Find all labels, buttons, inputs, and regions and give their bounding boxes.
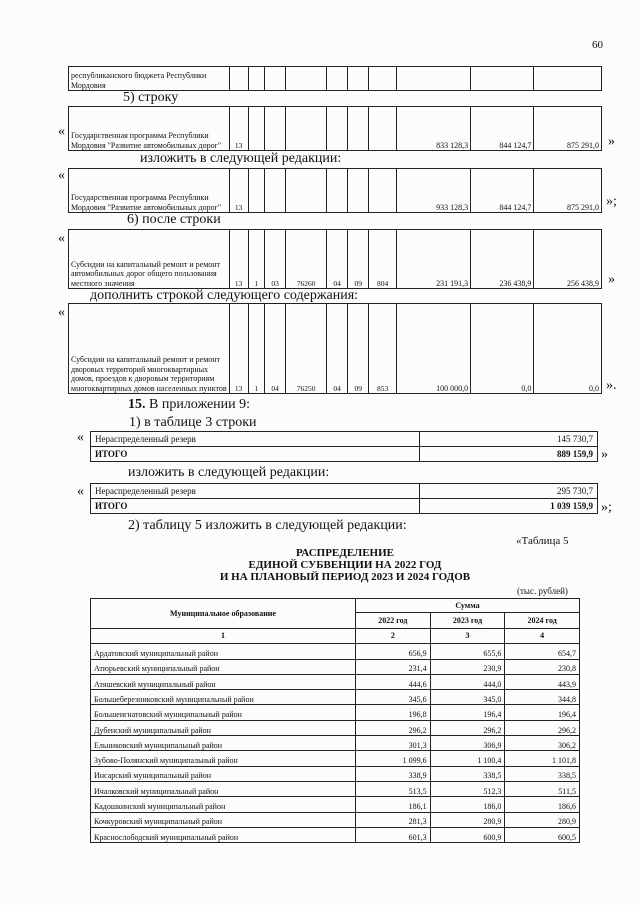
municipality-name: Ичалковский муниципальный район bbox=[91, 781, 356, 796]
municipality-name: Ельниковский муниципальный район bbox=[91, 736, 356, 751]
amount-2022: 100 000,0 bbox=[396, 304, 470, 394]
amount-2023: 444,0 bbox=[430, 674, 505, 689]
amount-2022: 656,9 bbox=[356, 644, 431, 659]
subsection-code: 04 bbox=[265, 304, 286, 394]
table-5-label: «Таблица 5 bbox=[516, 535, 569, 547]
amount-2023: 196,4 bbox=[430, 705, 505, 720]
subsidy-name: Субсидии на капитальный ремонт и ремонт автомобильных дорог общего пользования местного значения bbox=[69, 230, 230, 289]
program-row-new bbox=[68, 168, 602, 213]
amount-2023: 236 438,9 bbox=[471, 230, 534, 289]
amount-2024: 256 438,9 bbox=[534, 230, 602, 289]
total-label: ИТОГО bbox=[91, 447, 420, 462]
quote-close: »; bbox=[606, 194, 617, 209]
quote-open: « bbox=[58, 231, 65, 246]
item-6-heading: 6) после строки bbox=[127, 212, 221, 227]
amount-2024: 280,9 bbox=[505, 812, 580, 827]
amount-2023: 338,5 bbox=[430, 766, 505, 781]
column-header-sum: Сумма bbox=[356, 599, 580, 613]
quote-close: » bbox=[608, 272, 615, 287]
section-code: 1 bbox=[248, 230, 265, 289]
amount-2022: 444,6 bbox=[356, 674, 431, 689]
quote-open: « bbox=[77, 430, 84, 445]
column-header-mo: Муниципальное образование bbox=[91, 599, 356, 629]
units-label: (тыс. рублей) bbox=[517, 586, 568, 596]
budget-table-fragment-top bbox=[68, 66, 602, 91]
amount-2024: 338,5 bbox=[505, 766, 580, 781]
amount-2024: 306,2 bbox=[505, 736, 580, 751]
column-header-year: 2023 год bbox=[430, 613, 505, 629]
subsidy-row-old bbox=[68, 229, 602, 289]
table-row bbox=[91, 736, 580, 751]
amount-2024: 443,9 bbox=[505, 674, 580, 689]
table-row bbox=[91, 690, 580, 705]
sub-code: 09 bbox=[348, 230, 369, 289]
amount-2024: 654,7 bbox=[505, 644, 580, 659]
item-15-1: 1) в таблице 3 строки bbox=[129, 415, 257, 430]
quote-open: « bbox=[58, 168, 65, 183]
amount-2024: 344,8 bbox=[505, 690, 580, 705]
column-number: 2 bbox=[356, 629, 431, 644]
table-row bbox=[91, 674, 580, 689]
title-line: И НА ПЛАНОВЫЙ ПЕРИОД 2023 И 2024 ГОДОВ bbox=[219, 571, 471, 583]
municipality-name: Краснослободский муниципальный район bbox=[91, 827, 356, 842]
subsidy-name: Субсидии на капитальный ремонт и ремонт дворовых территорий многоквартирных домов, проездов к дворовым территориям многоквартирных домов населенных пунктов bbox=[69, 304, 230, 394]
amount-2024: 511,5 bbox=[505, 781, 580, 796]
amount-2024: 600,5 bbox=[505, 827, 580, 842]
total-label: ИТОГО bbox=[91, 499, 420, 514]
sub-code: 04 bbox=[327, 304, 348, 394]
table-row bbox=[91, 812, 580, 827]
program-row-old bbox=[68, 106, 602, 151]
amount-2023: 186,0 bbox=[430, 797, 505, 812]
table-row bbox=[91, 659, 580, 674]
title-line: РАСПРЕДЕЛЕНИЕ bbox=[295, 547, 394, 559]
amount-2022: 601,3 bbox=[356, 827, 431, 842]
amount-2022: 513,5 bbox=[356, 781, 431, 796]
quote-open: « bbox=[58, 305, 65, 320]
table-row bbox=[91, 766, 580, 781]
table-row bbox=[91, 720, 580, 735]
amount-2022: 196,8 bbox=[356, 705, 431, 720]
amount-2023: 844 124,7 bbox=[471, 107, 534, 151]
page-number: 60 bbox=[592, 39, 603, 51]
item-5-heading: 5) строку bbox=[123, 90, 179, 105]
amount-2024: 875 291,0 bbox=[534, 169, 602, 213]
add-heading: дополнить строкой следующего содержания: bbox=[90, 288, 359, 303]
amount-2023: 600,9 bbox=[430, 827, 505, 842]
amount-2024: 0,0 bbox=[534, 304, 602, 394]
title-line: ЕДИНОЙ СУБВЕНЦИИ НА 2022 ГОД bbox=[248, 559, 442, 571]
column-number: 1 bbox=[91, 629, 356, 644]
reserve-value: 295 730,7 bbox=[420, 484, 598, 499]
amount-2022: 281,3 bbox=[356, 812, 431, 827]
item-15-2: 2) таблицу 5 изложить в следующей редакции: bbox=[128, 518, 407, 533]
amount-2024: 196,4 bbox=[505, 705, 580, 720]
sub-code: 09 bbox=[348, 304, 369, 394]
amount-2023: 0,0 bbox=[471, 304, 534, 394]
amount-2022: 833 128,3 bbox=[396, 107, 470, 151]
table-row bbox=[91, 705, 580, 720]
item-15-heading bbox=[128, 397, 250, 413]
quote-close: ». bbox=[606, 378, 617, 393]
amount-2022: 186,1 bbox=[356, 797, 431, 812]
ministry-code: 13 bbox=[229, 169, 248, 213]
table-row bbox=[91, 781, 580, 796]
amount-2023: 655,6 bbox=[430, 644, 505, 659]
amount-2024: 1 101,8 bbox=[505, 751, 580, 766]
quote-open: « bbox=[58, 124, 65, 139]
amount-2024: 875 291,0 bbox=[534, 107, 602, 151]
amount-2023: 296,2 bbox=[430, 720, 505, 735]
expense-type-code: 804 bbox=[369, 230, 397, 289]
reserve-value: 145 730,7 bbox=[420, 432, 598, 447]
reserve-label: Нераспределенный резерв bbox=[91, 484, 420, 499]
amount-2023: 844 124,7 bbox=[471, 169, 534, 213]
quote-close: » bbox=[608, 134, 615, 149]
municipality-name: Зубово-Полянский муниципальный район bbox=[91, 751, 356, 766]
amount-2024: 230,8 bbox=[505, 659, 580, 674]
table-row bbox=[91, 644, 580, 659]
table-row bbox=[91, 797, 580, 812]
table-row bbox=[91, 751, 580, 766]
replace-heading-2: изложить в следующей редакции: bbox=[128, 465, 330, 480]
amount-2022: 1 099,6 bbox=[356, 751, 431, 766]
total-value: 1 039 159,9 bbox=[420, 499, 598, 514]
amount-2023: 306,9 bbox=[430, 736, 505, 751]
amount-2023: 1 100,4 bbox=[430, 751, 505, 766]
reserve-table-new bbox=[90, 483, 598, 514]
amount-2022: 231,4 bbox=[356, 659, 431, 674]
subsidy-row-new bbox=[68, 303, 602, 394]
amount-2024: 186,6 bbox=[505, 797, 580, 812]
municipality-name: Инсарский муниципальный район bbox=[91, 766, 356, 781]
item-15-number: 15. bbox=[128, 397, 146, 412]
municipality-name: Большеигнатовский муниципальный район bbox=[91, 705, 356, 720]
amount-2022: 345,6 bbox=[356, 690, 431, 705]
amount-2023: 230,9 bbox=[430, 659, 505, 674]
sub-code: 04 bbox=[327, 230, 348, 289]
amount-2022: 301,3 bbox=[356, 736, 431, 751]
ministry-code: 13 bbox=[229, 230, 248, 289]
amount-2023: 345,0 bbox=[430, 690, 505, 705]
amount-2023: 512,3 bbox=[430, 781, 505, 796]
quote-close: »; bbox=[601, 500, 612, 515]
target-code: 76250 bbox=[286, 304, 327, 394]
replace-heading: изложить в следующей редакции: bbox=[140, 151, 342, 166]
municipality-name: Атяшевский муниципальный район bbox=[91, 674, 356, 689]
amount-2022: 338,9 bbox=[356, 766, 431, 781]
section-code: 1 bbox=[248, 304, 265, 394]
municipality-name: Атюрьевский муниципальный район bbox=[91, 659, 356, 674]
item-15-text: В приложении 9: bbox=[149, 397, 251, 412]
amount-2022: 231 191,3 bbox=[396, 230, 470, 289]
column-header-year: 2022 год bbox=[356, 613, 431, 629]
municipality-name: Ардатовский муниципальный район bbox=[91, 644, 356, 659]
subsection-code: 03 bbox=[265, 230, 286, 289]
program-name: Государственная программа Республики Мордовия "Развитие автомобильных дорог" bbox=[69, 169, 230, 213]
ministry-code: 13 bbox=[229, 304, 248, 394]
row-name: республиканского бюджета Республики Мордовия bbox=[69, 67, 230, 91]
column-header-year: 2024 год bbox=[505, 613, 580, 629]
ministry-code: 13 bbox=[229, 107, 248, 151]
column-number: 3 bbox=[430, 629, 505, 644]
municipality-name: Большеберезниковский муниципальный район bbox=[91, 690, 356, 705]
amount-2022: 296,2 bbox=[356, 720, 431, 735]
quote-close: » bbox=[601, 447, 608, 462]
total-value: 889 159,9 bbox=[420, 447, 598, 462]
reserve-label: Нераспределенный резерв bbox=[91, 432, 420, 447]
reserve-table-old bbox=[90, 431, 598, 462]
quote-open: « bbox=[77, 484, 84, 499]
amount-2023: 280,9 bbox=[430, 812, 505, 827]
target-code: 76260 bbox=[286, 230, 327, 289]
program-name: Государственная программа Республики Мордовия "Развитие автомобильных дорог" bbox=[69, 107, 230, 151]
column-number: 4 bbox=[505, 629, 580, 644]
municipality-name: Дубенский муниципальный район bbox=[91, 720, 356, 735]
distribution-table bbox=[90, 598, 580, 843]
expense-type-code: 853 bbox=[369, 304, 397, 394]
amount-2022: 933 128,3 bbox=[396, 169, 470, 213]
amount-2024: 296,2 bbox=[505, 720, 580, 735]
distribution-title bbox=[160, 547, 530, 583]
table-row bbox=[91, 827, 580, 842]
municipality-name: Кочкуровский муниципальный район bbox=[91, 812, 356, 827]
municipality-name: Кадошкинский муниципальный район bbox=[91, 797, 356, 812]
